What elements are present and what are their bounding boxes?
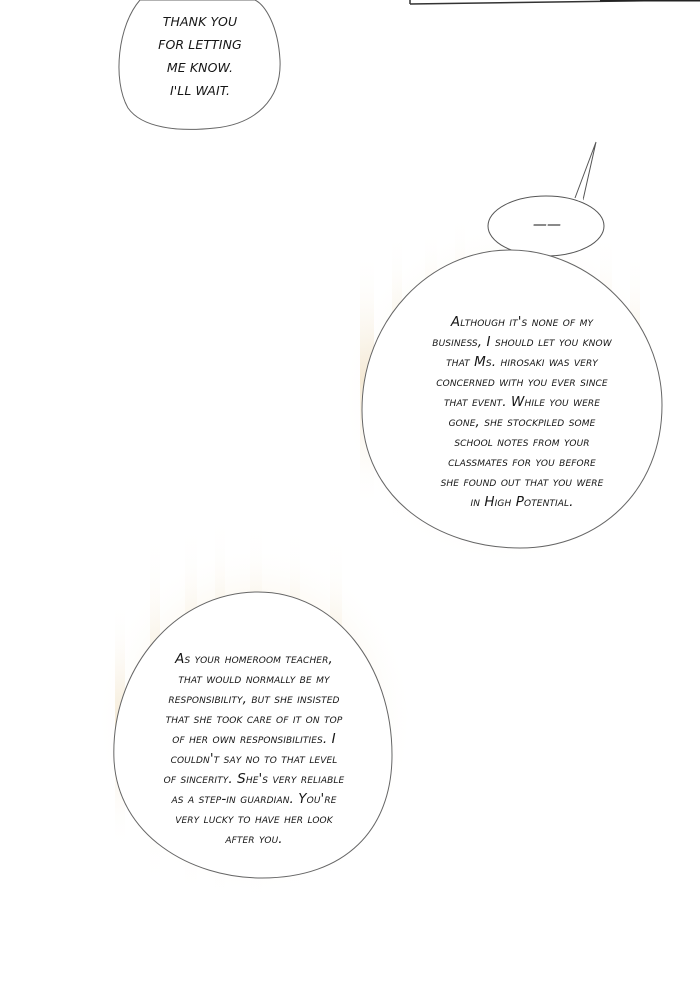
- ellipsis-line: ——: [532, 217, 562, 233]
- teacher-2-line: very lucky to have her look: [175, 811, 333, 827]
- teacher-bubble-1-text: [392, 312, 652, 512]
- teacher-1-line: school notes from your: [454, 434, 590, 450]
- teacher-bubble-2-text: [124, 649, 384, 849]
- speech-bubble-ellipsis: [488, 142, 604, 256]
- ellipsis-bubble-text: [522, 215, 572, 235]
- thanks-line: FOR LETTING: [158, 37, 242, 52]
- thanks-line: I'LL WAIT.: [169, 83, 231, 98]
- thanks-line: ME KNOW.: [166, 60, 234, 75]
- teacher-2-line: As your homeroom teacher,: [175, 651, 333, 667]
- teacher-1-line: gone, she stockpiled some: [448, 414, 596, 430]
- teacher-1-line: classmates for you before: [448, 454, 596, 470]
- teacher-1-line: she found out that you were: [440, 474, 604, 490]
- teacher-2-line: responsibility, but she insisted: [168, 691, 340, 707]
- panel-border-top: [410, 0, 700, 4]
- teacher-2-line: of her own responsibilities. I: [172, 731, 336, 747]
- teacher-2-line: as a step-in guardian. You're: [171, 791, 337, 807]
- teacher-2-line: that would normally be my: [178, 671, 330, 687]
- teacher-2-line: after you.: [225, 831, 283, 847]
- teacher-2-line: couldn't say no to that level: [170, 751, 338, 767]
- teacher-2-line: of sincerity. She's very reliable: [163, 771, 345, 787]
- teacher-1-line: that event. While you were: [443, 394, 601, 410]
- teacher-1-line: that Ms. hirosaki was very: [446, 354, 598, 370]
- thanks-bubble-text: [130, 10, 270, 102]
- teacher-1-line: Although it's none of my: [450, 314, 594, 330]
- teacher-1-line: concerned with you ever since: [436, 374, 608, 390]
- thanks-line: THANK YOU: [162, 14, 238, 29]
- teacher-1-line: in High Potential.: [470, 494, 574, 510]
- teacher-2-line: that she took care of it on top: [165, 711, 343, 727]
- teacher-1-line: business, I should let you know: [432, 334, 612, 350]
